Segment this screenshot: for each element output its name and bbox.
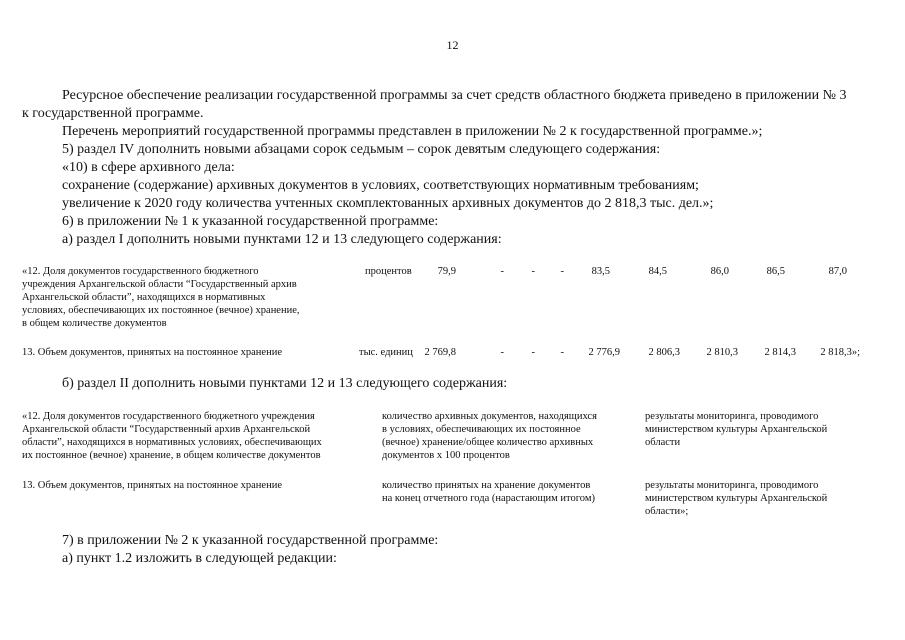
indicator-name-line: Архангельской области “Государственный архив Архангельской: [22, 424, 311, 435]
formula-line: в условиях, обеспечивающих их постоянное: [382, 424, 581, 435]
indicator-unit: процентов: [365, 266, 412, 277]
indicator-name-line: области”, находящихся в нормативных условиях, обеспечивающих: [22, 437, 322, 448]
indicator-name-line: их постоянное (вечное) хранение, в общем количестве документов: [22, 450, 321, 461]
indicator-unit: тыс. единиц: [359, 347, 413, 358]
indicator-value: -: [500, 347, 504, 358]
paragraph-line: а) пункт 1.2 изложить в следующей редакции:: [62, 551, 337, 566]
indicator-name-line: в общем количестве документов: [22, 318, 167, 329]
paragraph-line: а) раздел I дополнить новыми пунктами 12 и 13 следующего содержания:: [62, 232, 502, 247]
indicator-value: -: [560, 347, 564, 358]
paragraph-line: 7) в приложении № 2 к указанной государственной программе:: [62, 533, 439, 548]
source-line: министерством культуры Архангельской: [645, 424, 828, 435]
formula-line: (вечное) хранение/общее количество архивных: [382, 437, 594, 448]
indicator-value: 87,0: [828, 266, 847, 277]
indicator-value: 83,5: [591, 266, 610, 277]
indicator-name-line: 13. Объем документов, принятых на постоянное хранение: [22, 347, 282, 358]
paragraph-line: сохранение (содержание) архивных документов в условиях, соответствующих нормативным требованиям;: [62, 178, 699, 193]
paragraph-line: увеличение к 2020 году количества учтенных скомплектованных архивных документов до 2 818,3 тыс. дел.»;: [62, 196, 714, 211]
indicator-name-line: 13. Объем документов, принятых на постоянное хранение: [22, 480, 282, 491]
page-number: 12: [446, 38, 459, 52]
indicator-value: 2 806,3: [648, 347, 680, 358]
formula-line: количество принятых на хранение документов: [382, 480, 591, 491]
indicator-name-line: Архангельской области”, находящихся в нормативных: [22, 292, 266, 303]
formula-line: на конец отчетного года (нарастающим итогом): [382, 493, 595, 504]
indicator-value: 2 814,3: [764, 347, 796, 358]
source-line: министерством культуры Архангельской: [645, 493, 828, 504]
source-line: области»;: [645, 506, 689, 517]
indicator-name-line: «12. Доля документов государственного бюджетного: [22, 266, 259, 277]
indicator-value: -: [531, 266, 535, 277]
indicator-value: 84,5: [648, 266, 667, 277]
indicator-name-line: условиях, обеспечивающих их постоянное (вечное) хранение,: [22, 305, 300, 316]
indicator-value: -: [560, 266, 564, 277]
indicator-name-line: учреждения Архангельской области “Государственный архив: [22, 279, 297, 290]
indicator-value: 2 818,3»;: [820, 347, 860, 358]
indicator-value: 2 776,9: [588, 347, 620, 358]
paragraph-line: б) раздел II дополнить новыми пунктами 12 и 13 следующего содержания:: [62, 376, 508, 391]
paragraph-line: Перечень мероприятий государственной программы представлен в приложении № 2 к государственной программе.»;: [62, 124, 763, 139]
source-line: результаты мониторинга, проводимого: [645, 480, 819, 491]
paragraph-line: к государственной программе.: [22, 106, 204, 121]
paragraph-line: 6) в приложении № 1 к указанной государственной программе:: [62, 214, 439, 229]
indicator-value: 86,5: [766, 266, 785, 277]
paragraph-line: 5) раздел IV дополнить новыми абзацами сорок седьмым – сорок девятым следующего содержания:: [62, 142, 661, 157]
paragraph-line: «10) в сфере архивного дела:: [62, 160, 235, 175]
indicator-value: -: [500, 266, 504, 277]
indicator-value: -: [531, 347, 535, 358]
indicator-value: 86,0: [710, 266, 729, 277]
indicator-name-line: «12. Доля документов государственного бюджетного учреждения: [22, 411, 315, 422]
formula-line: документов х 100 процентов: [382, 450, 510, 461]
indicator-value: 2 810,3: [706, 347, 738, 358]
formula-line: количество архивных документов, находящихся: [382, 411, 597, 422]
indicator-value: 2 769,8: [424, 347, 456, 358]
source-line: области: [645, 437, 681, 448]
source-line: результаты мониторинга, проводимого: [645, 411, 819, 422]
paragraph-line: Ресурсное обеспечение реализации государственной программы за счет средств областного бюджета приведено в приложении № 3: [62, 88, 847, 103]
indicator-value: 79,9: [437, 266, 456, 277]
